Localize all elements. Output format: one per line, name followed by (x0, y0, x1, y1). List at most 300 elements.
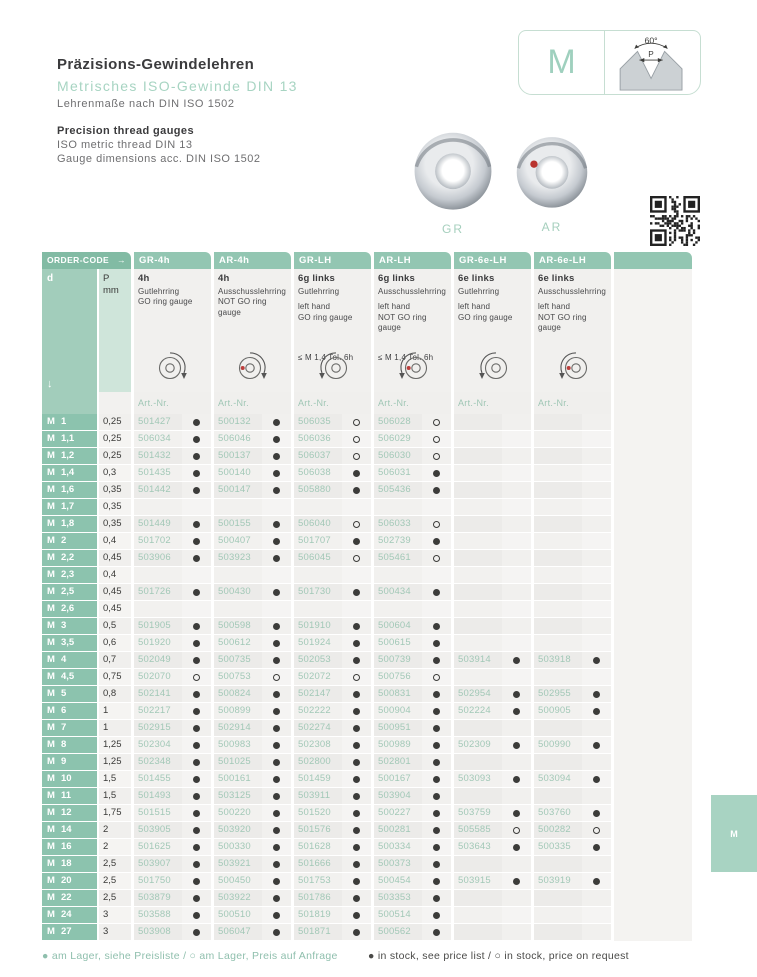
stock-indicator-cell (262, 635, 291, 651)
article-number: 500990 (538, 739, 571, 750)
article-number (534, 482, 582, 498)
diameter-column-header (42, 269, 97, 414)
article-cell-GR-LH (294, 499, 371, 515)
in-stock-dot-icon (193, 555, 200, 562)
article-cell-AR-4h (214, 873, 291, 889)
thread-size-value: 10 (61, 773, 72, 784)
stock-indicator-cell (342, 805, 371, 821)
article-cell-GR-6e-LH (454, 788, 531, 804)
stock-indicator-cell (342, 635, 371, 651)
article-cell-GR-LH (294, 448, 371, 464)
thread-size-prefix: M (47, 892, 55, 903)
in-stock-dot-icon (593, 810, 600, 817)
stock-indicator-cell (422, 618, 451, 634)
article-number: 502274 (298, 722, 331, 733)
article-cell-AR-LH (374, 669, 451, 685)
article-cell-GR-6e-LH (454, 907, 531, 923)
article-number (534, 533, 582, 549)
article-cell-GR-4h (134, 652, 211, 668)
pitch-cell: 2 (99, 839, 131, 855)
article-number (134, 601, 182, 617)
thread-size-value: 1,2 (61, 450, 75, 461)
article-cell-GR-LH (294, 856, 371, 872)
stock-indicator-cell (582, 516, 611, 532)
column-desc-line: Gutlehrring (458, 287, 500, 296)
page-index-tab: M (711, 795, 757, 872)
article-number: 500989 (378, 739, 411, 750)
column-header-AR-LH (374, 252, 451, 269)
pitch-cell: 1,5 (99, 771, 131, 787)
article-cell-GR-LH (294, 805, 371, 821)
article-cell-GR-4h (134, 414, 211, 430)
thread-size-value: 24 (61, 909, 72, 920)
stock-indicator-cell (422, 533, 451, 549)
column-desc-line: 6e links (458, 273, 495, 284)
stock-indicator-cell (342, 567, 371, 583)
column-desc-line: GO ring gauge (298, 312, 353, 322)
article-number (534, 499, 582, 515)
article-number (534, 788, 582, 804)
article-number (454, 720, 502, 736)
article-cell-GR-LH (294, 686, 371, 702)
stock-indicator-cell (262, 788, 291, 804)
table-row (42, 822, 611, 838)
stock-indicator-cell (582, 924, 611, 940)
column-desc-line: 4h (218, 273, 230, 284)
article-number: 501628 (298, 841, 331, 852)
not-go-ring-gauge-photo (511, 135, 593, 234)
article-cell-GR-4h (134, 686, 211, 702)
in-stock-dot-icon (433, 623, 440, 630)
stock-indicator-cell (182, 652, 211, 668)
article-cell-AR-6e-LH (534, 686, 611, 702)
stock-indicator-cell (342, 601, 371, 617)
article-number: 502914 (218, 722, 251, 733)
article-cell-GR-LH (294, 788, 371, 804)
stock-indicator-cell (262, 584, 291, 600)
table-row (42, 873, 611, 889)
stock-indicator-cell (502, 448, 531, 464)
article-number: 503643 (458, 841, 491, 852)
artnr-column-label: Art.-Nr. (134, 392, 211, 414)
stock-indicator-cell (422, 516, 451, 532)
article-number: 503588 (138, 909, 171, 920)
article-number: 501786 (298, 892, 331, 903)
article-cell-GR-4h (134, 771, 211, 787)
thread-size-cell (42, 907, 97, 923)
in-stock-dot-icon (513, 776, 520, 783)
stock-indicator-cell (182, 754, 211, 770)
in-stock-dot-icon (193, 912, 200, 919)
stock-indicator-cell (342, 856, 371, 872)
article-number: 500514 (378, 909, 411, 920)
article-cell-GR-4h (134, 669, 211, 685)
article-cell-AR-4h (214, 482, 291, 498)
stock-indicator-cell (262, 839, 291, 855)
article-number: 500753 (218, 671, 251, 682)
red-marking-dot (530, 160, 537, 167)
stock-indicator-cell (582, 737, 611, 753)
article-number: 502739 (378, 535, 411, 546)
article-cell-AR-LH (374, 788, 451, 804)
ring-clockwise-icon (134, 349, 211, 390)
thread-size-value: 7 (61, 722, 67, 733)
pitch-cell: 3 (99, 907, 131, 923)
article-number: 503922 (218, 892, 251, 903)
thread-size-cell (42, 669, 97, 685)
in-stock-dot-icon (353, 538, 360, 545)
article-number (134, 567, 182, 583)
article-number: 501819 (298, 909, 331, 920)
in-stock-dot-icon (513, 691, 520, 698)
article-cell-AR-LH (374, 652, 451, 668)
stock-indicator-cell (422, 924, 451, 940)
column-desc-line: left hand (298, 302, 331, 312)
article-number (454, 499, 502, 515)
in-stock-dot-icon (593, 878, 600, 885)
column-desc-line: 6g links (298, 273, 335, 284)
in-stock-dot-icon (433, 844, 440, 851)
in-stock-dot-icon (273, 776, 280, 783)
article-number: 500450 (218, 875, 251, 886)
article-number: 502049 (138, 654, 171, 665)
article-number (534, 431, 582, 447)
column-description-AR-LH (374, 269, 451, 392)
go-ring-label: GR (442, 222, 464, 236)
article-number: 502224 (458, 705, 491, 716)
article-cell-GR-6e-LH (454, 686, 531, 702)
stock-indicator-cell (182, 805, 211, 821)
in-stock-dot-icon (433, 742, 440, 749)
thread-size-value: 1 (61, 416, 67, 427)
stock-indicator-cell (262, 516, 291, 532)
article-number: 502309 (458, 739, 491, 750)
article-cell-AR-4h (214, 499, 291, 515)
stock-indicator-cell (342, 737, 371, 753)
in-stock-dot-icon (193, 861, 200, 868)
article-cell-AR-6e-LH (534, 737, 611, 753)
article-number (374, 601, 422, 617)
article-cell-AR-LH (374, 533, 451, 549)
page-subtitle: Metrisches ISO-Gewinde DIN 13 (57, 78, 298, 94)
in-stock-dot-icon (513, 878, 520, 885)
pitch-cell: 0,5 (99, 618, 131, 634)
in-stock-dot-icon (593, 742, 600, 749)
column-desc-line: NOT GO ring gauge (378, 312, 427, 333)
article-number: 502141 (138, 688, 171, 699)
thread-size-prefix: M (47, 875, 55, 886)
article-cell-GR-4h (134, 720, 211, 736)
stock-indicator-cell (262, 465, 291, 481)
in-stock-dot-icon (593, 776, 600, 783)
stock-indicator-cell (182, 924, 211, 940)
thread-size-value: 1,8 (61, 518, 75, 529)
article-number (374, 567, 422, 583)
stock-indicator-cell (422, 601, 451, 617)
article-number: 502222 (298, 705, 331, 716)
in-stock-dot-icon (593, 708, 600, 715)
article-cell-AR-4h (214, 431, 291, 447)
stock-indicator-cell (502, 754, 531, 770)
article-cell-GR-LH (294, 720, 371, 736)
column-header-AR-4h (214, 252, 291, 269)
go-ring-image (408, 131, 498, 215)
article-cell-GR-4h (134, 567, 211, 583)
table-row (42, 414, 611, 430)
article-cell-AR-4h (214, 533, 291, 549)
article-cell-AR-4h (214, 652, 291, 668)
thread-size-cell (42, 839, 97, 855)
ring-counterclockwise-icon (294, 349, 371, 390)
article-number: 501449 (138, 518, 171, 529)
column-code-label: AR-6e-LH (539, 255, 587, 266)
article-cell-GR-4h (134, 618, 211, 634)
stock-indicator-cell (582, 482, 611, 498)
thread-size-value: 12 (61, 807, 72, 818)
not-go-ring-label: AR (541, 220, 563, 234)
artnr-column-label: Art.-Nr. (534, 392, 611, 414)
column-code-label: AR-4h (219, 255, 250, 266)
article-number: 506047 (218, 926, 251, 937)
on-request-dot-icon (353, 419, 360, 426)
table-body (42, 414, 611, 941)
column-desc-line: GO ring gauge (458, 312, 513, 322)
stock-indicator-cell (422, 431, 451, 447)
in-stock-dot-icon (273, 521, 280, 528)
in-stock-dot-icon (433, 691, 440, 698)
stock-indicator-cell (422, 839, 451, 855)
article-number: 501493 (138, 790, 171, 801)
table-row (42, 499, 611, 515)
article-cell-AR-6e-LH (534, 465, 611, 481)
pitch-cell: 3 (99, 924, 131, 940)
article-number (534, 669, 582, 685)
thread-size-cell (42, 601, 97, 617)
column-description-GR-4h (134, 269, 211, 392)
stock-indicator-cell (262, 601, 291, 617)
pitch-column-header (99, 269, 131, 392)
stock-indicator-cell (582, 533, 611, 549)
article-cell-AR-LH (374, 635, 451, 651)
stock-indicator-cell (262, 890, 291, 906)
article-cell-AR-6e-LH (534, 907, 611, 923)
table-row (42, 601, 611, 617)
article-cell-AR-4h (214, 465, 291, 481)
stock-indicator-cell (262, 567, 291, 583)
article-number: 502070 (138, 671, 171, 682)
stock-indicator-cell (582, 805, 611, 821)
article-number: 505880 (298, 484, 331, 495)
pitch-label-mm: mm (103, 285, 119, 296)
table-row (42, 669, 611, 685)
stock-indicator-cell (422, 635, 451, 651)
in-stock-dot-icon (273, 453, 280, 460)
article-cell-GR-4h (134, 601, 211, 617)
thread-size-cell (42, 737, 97, 753)
article-number (454, 669, 502, 685)
stock-indicator-cell (262, 856, 291, 872)
thread-size-prefix: M (47, 705, 55, 716)
article-cell-AR-6e-LH (534, 805, 611, 821)
page-header (57, 56, 298, 165)
article-number: 500604 (378, 620, 411, 631)
article-cell-AR-6e-LH (534, 703, 611, 719)
stock-indicator-cell (502, 856, 531, 872)
in-stock-dot-icon (273, 640, 280, 647)
stock-indicator-cell (422, 754, 451, 770)
in-stock-dot-icon (273, 555, 280, 562)
column-desc-line: Gutlehrring (138, 287, 180, 296)
in-stock-dot-icon (353, 793, 360, 800)
article-number: 500598 (218, 620, 251, 631)
article-cell-GR-6e-LH (454, 754, 531, 770)
article-number (454, 584, 502, 600)
article-number: 501576 (298, 824, 331, 835)
article-number: 506040 (298, 518, 331, 529)
stock-indicator-cell (342, 839, 371, 855)
stock-indicator-cell (342, 584, 371, 600)
stock-indicator-cell (182, 499, 211, 515)
article-cell-AR-6e-LH (534, 856, 611, 872)
in-stock-dot-icon (353, 742, 360, 749)
article-cell-AR-6e-LH (534, 431, 611, 447)
article-number: 503918 (538, 654, 571, 665)
in-stock-dot-icon (433, 725, 440, 732)
table-row (42, 771, 611, 787)
article-cell-GR-4h (134, 890, 211, 906)
in-stock-dot-icon (433, 827, 440, 834)
stock-indicator-cell (182, 737, 211, 753)
thread-size-cell (42, 618, 97, 634)
article-number: 503759 (458, 807, 491, 818)
stock-indicator-cell (262, 720, 291, 736)
column-desc-line: 4h (138, 273, 150, 284)
article-cell-AR-6e-LH (534, 618, 611, 634)
article-cell-GR-LH (294, 567, 371, 583)
stock-indicator-cell (182, 533, 211, 549)
article-cell-GR-LH (294, 482, 371, 498)
in-stock-dot-icon (273, 895, 280, 902)
stock-indicator-cell (342, 771, 371, 787)
stock-indicator-cell (262, 703, 291, 719)
in-stock-dot-icon (273, 657, 280, 664)
article-number: 503907 (138, 858, 171, 869)
stock-indicator-cell (502, 805, 531, 821)
article-cell-AR-6e-LH (534, 635, 611, 651)
stock-indicator-cell (182, 907, 211, 923)
in-stock-dot-icon (433, 861, 440, 868)
article-number (214, 567, 262, 583)
article-number: 501726 (138, 586, 171, 597)
article-cell-AR-6e-LH (534, 754, 611, 770)
stock-indicator-cell (502, 839, 531, 855)
diameter-label: d (47, 273, 54, 284)
in-stock-dot-icon (273, 470, 280, 477)
article-cell-AR-LH (374, 584, 451, 600)
stock-indicator-cell (422, 907, 451, 923)
stock-indicator-cell (582, 550, 611, 566)
article-cell-GR-6e-LH (454, 873, 531, 889)
article-cell-AR-6e-LH (534, 550, 611, 566)
article-number (534, 567, 582, 583)
article-number: 503914 (458, 654, 491, 665)
pitch-cell: 2,5 (99, 856, 131, 872)
thread-size-value: 22 (61, 892, 72, 903)
article-cell-AR-6e-LH (534, 652, 611, 668)
artnr-column-label: Art.-Nr. (374, 392, 451, 414)
article-number: 506038 (298, 467, 331, 478)
stock-indicator-cell (502, 669, 531, 685)
article-cell-GR-6e-LH (454, 618, 531, 634)
article-cell-AR-LH (374, 414, 451, 430)
on-request-dot-icon (433, 453, 440, 460)
article-cell-GR-6e-LH (454, 635, 531, 651)
table-row (42, 550, 611, 566)
stock-indicator-cell (342, 720, 371, 736)
stock-indicator-cell (502, 516, 531, 532)
stock-indicator-cell (502, 567, 531, 583)
thread-size-prefix: M (47, 484, 55, 495)
in-stock-dot-icon (433, 895, 440, 902)
stock-indicator-cell (422, 856, 451, 872)
pitch-cell: 0,45 (99, 584, 131, 600)
in-stock-dot-icon (193, 929, 200, 936)
table-row (42, 805, 611, 821)
article-number (454, 431, 502, 447)
on-request-dot-icon (353, 555, 360, 562)
article-number: 501753 (298, 875, 331, 886)
article-cell-AR-LH (374, 516, 451, 532)
article-number (454, 890, 502, 906)
article-cell-AR-6e-LH (534, 839, 611, 855)
pitch-column-spacer (99, 392, 131, 414)
article-cell-GR-4h (134, 856, 211, 872)
article-cell-GR-6e-LH (454, 720, 531, 736)
article-number (134, 499, 182, 515)
article-number: 500899 (218, 705, 251, 716)
in-stock-dot-icon (273, 725, 280, 732)
in-stock-dot-icon (433, 589, 440, 596)
column-code-label: GR-6e-LH (459, 255, 507, 266)
article-number (294, 567, 342, 583)
pitch-cell: 0,4 (99, 567, 131, 583)
column-desc-line: Ausschusslehrring (218, 287, 286, 296)
in-stock-dot-icon (273, 878, 280, 885)
table-row (42, 703, 611, 719)
order-code-label: ORDER-CODE (47, 255, 110, 265)
article-number (454, 924, 502, 940)
stock-indicator-cell (502, 584, 531, 600)
article-cell-GR-4h (134, 465, 211, 481)
thread-size-prefix: M (47, 603, 55, 614)
article-cell-AR-LH (374, 686, 451, 702)
article-number: 505585 (458, 824, 491, 835)
thread-size-value: 20 (61, 875, 72, 886)
on-request-dot-icon (433, 419, 440, 426)
article-number (534, 516, 582, 532)
article-number (454, 550, 502, 566)
column-description-GR-6e-LH (454, 269, 531, 392)
stock-indicator-cell (342, 686, 371, 702)
thread-size-value: 1,7 (61, 501, 75, 512)
in-stock-dot-icon (273, 861, 280, 868)
in-stock-dot-icon (353, 810, 360, 817)
in-stock-dot-icon (593, 657, 600, 664)
in-stock-dot-icon (353, 929, 360, 936)
article-number: 501730 (298, 586, 331, 597)
pitch-cell: 0,45 (99, 550, 131, 566)
stock-legend-de: ● am Lager, siehe Preisliste / ○ am Lager, Preis auf Anfrage (42, 950, 338, 962)
